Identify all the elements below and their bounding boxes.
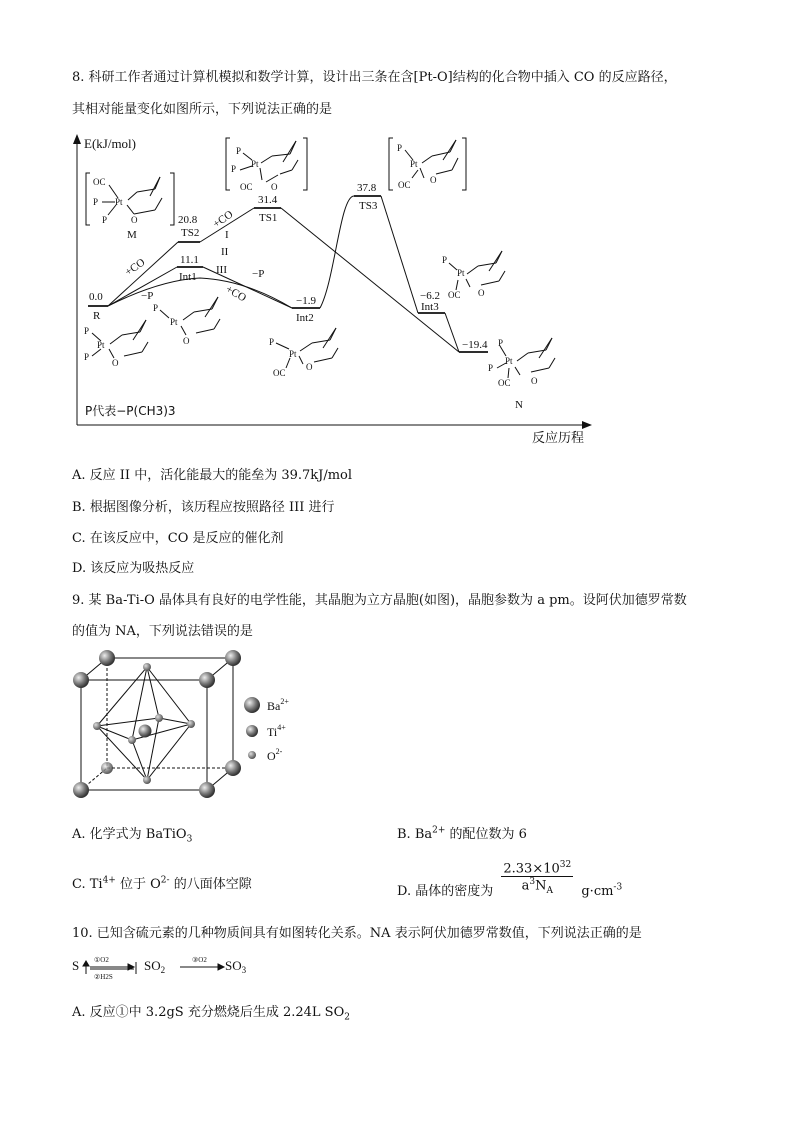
molecule-N-atom-p1: P [498,338,504,348]
molecule-Int1-atom-o: O [183,336,190,346]
q9-option-d-numerator: $2.33\times 10^{32}$ [503,860,572,877]
scheme-step2: ③O2 [192,956,207,964]
sulfur-conversion-scheme [72,948,272,984]
molecule-TS1-atom-pt: Pt [251,159,259,169]
legend-ti-label: $Ti^{4+}$ [267,723,286,739]
molecule-TS1-atom-p2: P [231,164,237,174]
level-name-TS2: TS2 [181,227,200,239]
molecule-N-atom-o: O [531,376,538,386]
q9-option-b[interactable]: B. $Ba^{2+}$ 的配位数为 6 [397,825,527,842]
level-name-Int3: Int3 [421,301,439,313]
molecule-TS3-atom-oc: OC [398,180,411,190]
q9-option-d[interactable]: D. 晶体的密度为 $\frac{2.33\times 10^{32}}{a^3N_A}$ $g\cdot cm^{-3}$ [397,860,623,899]
molecule-Int1-atom-p: P [153,303,159,313]
level-energy-TS3: 37.8 [357,182,377,194]
path-label-II: II [221,246,229,258]
q9-stem-line1: 9. 某 Ba-Ti-O 晶体具有良好的电学性能，其晶胞为立方晶胞(如图)，晶胞参数为 a pm。设阿伏加德罗常数 [72,593,687,608]
q9-option-a[interactable]: A. 化学式为 BaTiO$_3$ [72,827,193,845]
footnote: P代表−P(CH3)3 [85,404,176,418]
molecule-Int2-atom-o: O [306,362,313,372]
path-label-I: I [225,229,229,241]
q8-option-d[interactable]: D. 该反应为吸热反应 [72,561,195,576]
molecule-N-atom-pt: Pt [505,356,513,366]
molecule-TS1-atom-oc: OC [240,182,253,192]
molecule-Int2-atom-oc: OC [273,368,286,378]
molecule-M-atom-oc: OC [93,177,106,187]
molecule-R [92,320,148,358]
x-axis-label: 反应历程 [532,431,585,446]
legend-o-marker [248,751,256,759]
level-name-R: R [93,310,101,322]
molecule-M-atom-o: O [131,215,138,225]
scheme-s: S [72,958,80,973]
step-label-p-2: −P [252,268,265,280]
molecule-M-atom-p1: P [93,197,99,207]
level-energy-Int3: −6.2 [420,290,440,302]
molecule-R-atom-pt: Pt [97,340,105,350]
scheme-step1-top: ①O2 [94,956,109,964]
molecule-R-atom-p1: P [84,326,90,336]
ti-ion [139,725,152,738]
step-label-co-3: +CO [223,283,249,305]
molecule-R-atom-p2: P [84,352,90,362]
energy-diagram [0,130,794,460]
level-energy-Int2: −1.9 [296,295,316,307]
legend-ti-marker [246,725,258,737]
molecule-M-atom-pt: Pt [115,197,123,207]
level-energy-R: 0.0 [89,291,103,303]
q10-option-a[interactable]: A. 反应①中 3.2gS 充分燃烧后生成 2.24L $SO_2$ [72,1005,350,1023]
step-label-p-1: −P [141,290,154,302]
level-energy-TS1: 31.4 [258,194,278,206]
molecule-N-atom-oc: OC [498,378,511,388]
molecule-TS3-atom-o: O [430,175,437,185]
scheme-so3: $SO_3$ [225,958,247,975]
path-label-III: III [216,264,227,276]
level-name-TS1: TS1 [259,212,278,224]
q9-stem-line2: 的值为 NA，下列说法错误的是 [72,624,253,639]
molecule-Int2-atom-p: P [269,337,275,347]
molecule-TS1-atom-p1: P [236,146,242,156]
molecule-Int3-atom-o: O [478,288,485,298]
molecule-N-label: N [515,399,523,411]
legend-ba-label: $Ba^{2+}$ [267,697,289,713]
q8-option-c[interactable]: C. 在该反应中，CO 是反应的催化剂 [72,531,284,546]
step-label-co-1: +CO [122,256,148,279]
scheme-step1-bottom: ②H2S [94,973,113,981]
level-energy-Int1: 11.1 [180,254,199,266]
level-name-TS3: TS3 [359,200,378,212]
scheme-so2: $SO_2$ [144,958,166,975]
molecule-R-atom-o: O [112,358,119,368]
crystal-cell-diagram [65,648,325,808]
molecule-M-atom-p2: P [102,215,108,225]
step-label-co-2: +CO [210,208,236,231]
level-name-Int2: Int2 [296,312,314,324]
q9-option-c[interactable]: C. $Ti^{4+}$ 位于 $O^{2-}$ 的八面体空隙 [72,875,252,892]
molecule-Int3-atom-pt: Pt [457,268,465,278]
molecule-M-label: M [127,229,137,241]
molecule-TS3-atom-pt: Pt [410,159,418,169]
molecule-TS3-atom-p: P [397,143,403,153]
q8-option-a[interactable]: A. 反应 II 中，活化能最大的能垒为 39.7kJ/mol [72,468,353,483]
molecule-Int2-atom-pt: Pt [289,349,297,359]
molecule-TS1-atom-o: O [271,182,278,192]
y-axis-label: E(kJ/mol) [84,136,136,151]
q9-option-d-denominator: $a^3N_A$ [521,877,553,897]
molecule-Int1 [160,297,220,335]
legend-ba-marker [244,697,260,713]
level-name-Int1: Int1 [179,271,197,283]
legend-o-label: $O^{2-}$ [267,747,283,763]
q10-stem: 10. 已知含硫元素的几种物质间具有如图转化关系。NA 表示阿伏加德罗常数值，下列说法正确的是 [72,926,642,941]
molecule-Int1-atom-pt: Pt [170,317,178,327]
level-energy-N: −19.4 [462,339,488,351]
q8-option-b[interactable]: B. 根据图像分析，该历程应按照路径 III 进行 [72,500,335,515]
level-energy-TS2: 20.8 [178,214,198,226]
molecule-Int3-atom-p: P [442,255,448,265]
q8-stem-line1: 8. 科研工作者通过计算机模拟和数学计算，设计出三条在含[Pt-O]结构的化合物中插入 CO 的反应路径， [72,70,677,85]
molecule-Int3-atom-oc: OC [448,290,461,300]
q8-stem-line2: 其相对能量变化如图所示，下列说法正确的是 [72,102,333,117]
molecule-N-atom-p2: P [488,363,494,373]
